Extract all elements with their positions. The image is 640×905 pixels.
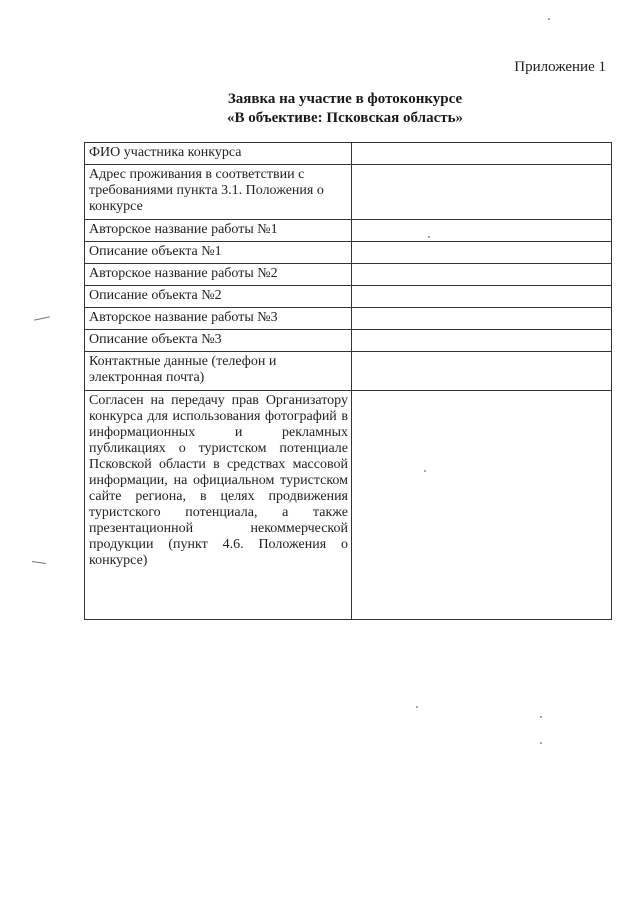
row-value-object-description-3[interactable] bbox=[352, 330, 612, 352]
row-label-object-description-1: Описание объекта №1 bbox=[85, 242, 352, 264]
document-title bbox=[200, 90, 490, 128]
row-label-object-description-3: Описание объекта №3 bbox=[85, 330, 352, 352]
scan-speck bbox=[416, 706, 418, 708]
appendix-label: Приложение 1 bbox=[514, 59, 606, 75]
row-value-work-title-2[interactable] bbox=[352, 264, 612, 286]
scan-speck bbox=[540, 742, 542, 744]
row-value-address[interactable] bbox=[352, 165, 612, 220]
row-label-work-title-2: Авторское название работы №2 bbox=[85, 264, 352, 286]
scan-speck bbox=[540, 716, 542, 718]
table-row bbox=[85, 330, 612, 352]
row-value-contacts[interactable] bbox=[352, 352, 612, 391]
table-row bbox=[85, 242, 612, 264]
title-line-1: Заявка на участие в фотоконкурсе bbox=[227, 91, 463, 107]
row-value-object-description-2[interactable] bbox=[352, 286, 612, 308]
table-row bbox=[85, 220, 612, 242]
table-row bbox=[85, 165, 612, 220]
application-form-table bbox=[84, 142, 612, 620]
row-label-fio: ФИО участника конкурса bbox=[85, 143, 352, 165]
table-row bbox=[85, 143, 612, 165]
row-label-object-description-2: Описание объекта №2 bbox=[85, 286, 352, 308]
table-row bbox=[85, 308, 612, 330]
scan-speck bbox=[424, 470, 426, 472]
row-value-consent[interactable] bbox=[352, 391, 612, 620]
row-label-contacts: Контактные данные (телефон и электронная почта) bbox=[85, 352, 352, 391]
table-row bbox=[85, 264, 612, 286]
row-label-address: Адрес проживания в соответствии с требованиями пункта 3.1. Положения о конкурсе bbox=[85, 165, 352, 220]
table-row bbox=[85, 352, 612, 391]
row-label-work-title-3: Авторское название работы №3 bbox=[85, 308, 352, 330]
row-value-fio[interactable] bbox=[352, 143, 612, 165]
row-value-work-title-1[interactable] bbox=[352, 220, 612, 242]
scan-mark bbox=[34, 316, 50, 320]
scan-speck bbox=[548, 18, 550, 20]
scan-mark bbox=[32, 561, 46, 564]
table-row bbox=[85, 286, 612, 308]
scan-speck bbox=[428, 236, 430, 238]
row-value-work-title-3[interactable] bbox=[352, 308, 612, 330]
row-label-consent: Согласен на передачу прав Организатору конкурса для использования фотографий в информационных и рекламных публикациях о туристском потенциале Псковской области в средствах массовой информации, на официальном туристском сайте региона, в целях продвижения туристского потенциала, а также презентационной некоммерческой продукции (пункт 4.6. Положения о конкурсе) bbox=[85, 391, 352, 620]
row-value-object-description-1[interactable] bbox=[352, 242, 612, 264]
title-line-2: «В объективе: Псковская область» bbox=[226, 110, 464, 126]
table-row bbox=[85, 391, 612, 620]
row-label-work-title-1: Авторское название работы №1 bbox=[85, 220, 352, 242]
